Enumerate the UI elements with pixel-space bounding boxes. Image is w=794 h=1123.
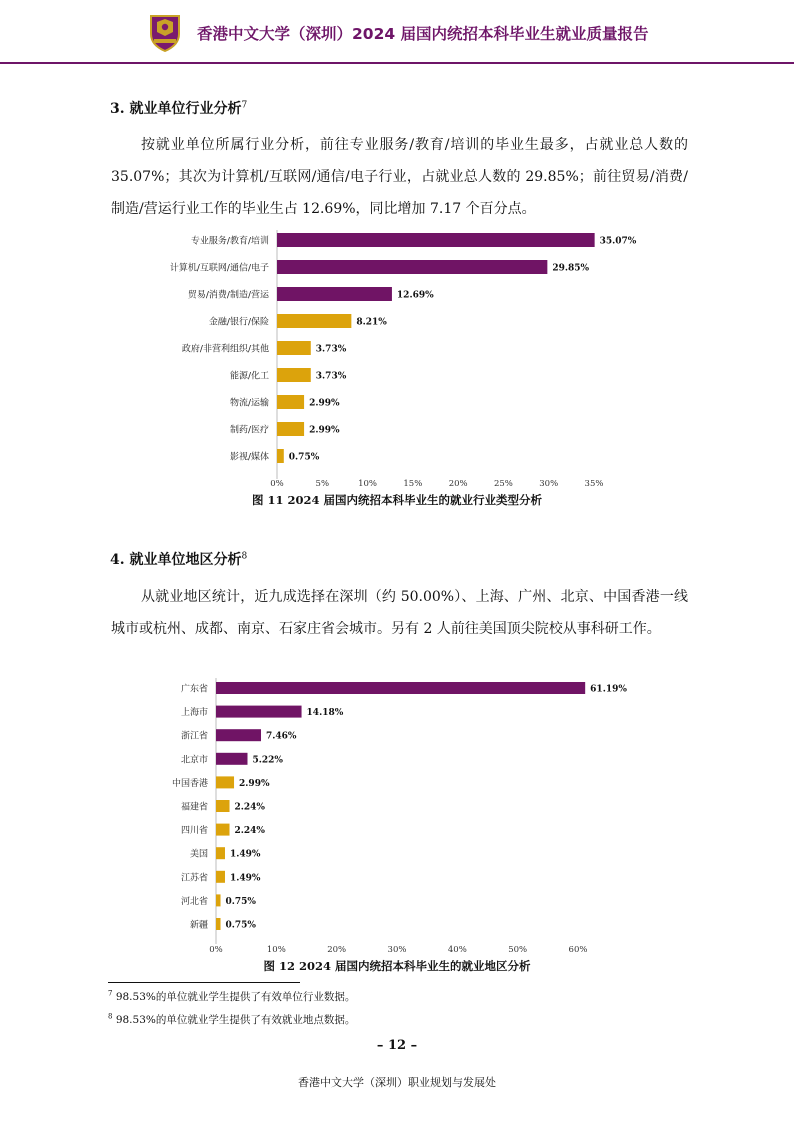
- x-tick-label-3: 10%: [358, 479, 378, 489]
- data-label-7: 2.24%: [234, 826, 265, 837]
- category-label-7: 四川省: [180, 826, 208, 837]
- x-tick-label-8: 35%: [584, 479, 604, 489]
- category-label-1: 专业服务/教育/培训: [190, 236, 269, 247]
- category-label-5: 政府/非营利组织/其他: [181, 344, 269, 355]
- footnote-8-mark: 8: [108, 1012, 113, 1021]
- data-label-1: 35.07%: [599, 236, 637, 247]
- data-label-4: 8.21%: [356, 317, 387, 328]
- category-label-1: 广东省: [180, 684, 208, 695]
- x-tick-label-3: 20%: [327, 945, 347, 955]
- bar-11: [216, 918, 221, 930]
- x-tick-label-5: 40%: [447, 945, 467, 955]
- x-tick-label-7: 30%: [539, 479, 559, 489]
- footnote-7-text: 98.53%的单位就业学生提供了有效单位行业数据。: [115, 991, 356, 1003]
- x-tick-label-1: 0%: [270, 479, 284, 489]
- page-number: – 12 –: [376, 1038, 418, 1053]
- data-label-6: 3.73%: [315, 371, 347, 382]
- category-label-5: 中国香港: [171, 778, 208, 789]
- region-bar-chart: [0, 676, 794, 958]
- section-4-heading-text: 4. 就业单位地区分析: [110, 552, 242, 568]
- region-chart: [0, 676, 794, 958]
- industry-chart: [0, 224, 794, 492]
- bar-4: [216, 753, 247, 765]
- data-label-10: 0.75%: [225, 896, 257, 907]
- bar-5: [277, 341, 311, 355]
- bar-6: [216, 800, 230, 812]
- university-crest-logo: [148, 12, 182, 52]
- bar-3: [216, 729, 261, 741]
- page-header: [0, 0, 794, 64]
- data-label-3: 7.46%: [266, 731, 297, 742]
- category-label-7: 物流/运输: [229, 398, 269, 409]
- category-label-8: 制药/医疗: [229, 425, 269, 436]
- data-label-9: 1.49%: [229, 873, 261, 884]
- section-3-paragraph: 按就业单位所属行业分析，前往专业服务/教育/培训的毕业生最多，占就业总人数的 35.07%；其次为计算机/互联网/通信/电子行业，占就业总人数的 29.85%；前往贸易/消费/制造/营运行业工作的毕业生占 12.69%，同比增加 7.17 个百分点。: [111, 137, 688, 217]
- footnote-ref-8: 8: [241, 551, 248, 562]
- data-label-3: 12.69%: [396, 290, 434, 301]
- data-label-8: 1.49%: [229, 849, 261, 860]
- x-tick-label-1: 0%: [209, 945, 223, 955]
- bar-8: [216, 847, 225, 859]
- data-label-11: 0.75%: [225, 920, 257, 931]
- data-label-6: 2.24%: [234, 802, 265, 813]
- footnote-7-mark: 7: [108, 989, 113, 998]
- section-4-paragraph: 从就业地区统计，近九成选择在深圳（约 50.00%）、上海、广州、北京、中国香港一线城市或杭州、成都、南京、石家庄省会城市。另有 2 人前往美国顶尖院校从事科研工作。: [111, 589, 688, 637]
- footnote-8-text: 98.53%的单位就业学生提供了有效就业地点数据。: [115, 1014, 356, 1026]
- data-label-7: 2.99%: [309, 398, 340, 409]
- data-label-5: 3.73%: [315, 344, 347, 355]
- category-label-11: 新疆: [189, 920, 208, 931]
- category-label-6: 能源/化工: [229, 371, 269, 382]
- category-label-6: 福建省: [180, 802, 208, 813]
- category-label-3: 贸易/消费/制造/营运: [187, 290, 269, 301]
- bar-1: [216, 682, 585, 694]
- bar-4: [277, 314, 351, 328]
- category-label-2: 上海市: [180, 708, 208, 719]
- x-tick-label-7: 60%: [568, 945, 588, 955]
- data-label-4: 5.22%: [252, 755, 283, 766]
- footnote-rule: [108, 982, 300, 983]
- bar-3: [277, 287, 392, 301]
- bar-10: [216, 894, 221, 906]
- bar-1: [277, 233, 595, 247]
- category-label-4: 金融/银行/保险: [208, 317, 269, 328]
- data-label-9: 0.75%: [288, 452, 320, 463]
- category-label-10: 河北省: [180, 896, 208, 907]
- category-label-4: 北京市: [180, 755, 208, 766]
- bar-2: [216, 706, 302, 718]
- x-tick-label-2: 5%: [315, 479, 330, 489]
- category-label-8: 美国: [189, 849, 208, 860]
- bar-9: [216, 871, 225, 883]
- industry-bar-chart: [0, 224, 794, 492]
- data-label-1: 61.19%: [590, 684, 627, 695]
- figure-11-caption: 图 11 2024 届国内统招本科毕业生的就业行业类型分析: [251, 493, 543, 507]
- bar-5: [216, 776, 234, 788]
- x-tick-label-5: 20%: [448, 479, 468, 489]
- bar-9: [277, 449, 284, 463]
- data-label-2: 29.85%: [552, 263, 590, 274]
- data-label-2: 14.18%: [306, 708, 344, 719]
- footer-department: 香港中文大学（深圳）职业规划与发展处: [298, 1076, 496, 1089]
- data-label-8: 2.99%: [309, 425, 340, 436]
- section-4-heading: [110, 549, 247, 569]
- category-label-3: 浙江省: [180, 731, 208, 742]
- x-tick-label-6: 25%: [493, 479, 513, 489]
- header-title: 香港中文大学（深圳）2024 届国内统招本科毕业生就业质量报告: [197, 25, 649, 43]
- footnote-7: [108, 989, 355, 1004]
- x-tick-label-6: 50%: [508, 945, 528, 955]
- category-label-9: 江苏省: [180, 873, 208, 884]
- section-3-heading-text: 3. 就业单位行业分析: [110, 101, 242, 117]
- category-label-2: 计算机/互联网/通信/电子: [169, 263, 269, 274]
- figure-12-caption: 图 12 2024 届国内统招本科毕业生的就业地区分析: [263, 959, 531, 973]
- x-tick-label-4: 15%: [403, 479, 423, 489]
- x-tick-label-2: 10%: [266, 945, 286, 955]
- data-label-5: 2.99%: [239, 778, 270, 789]
- bar-2: [277, 260, 547, 274]
- x-tick-label-4: 30%: [387, 945, 407, 955]
- bar-8: [277, 422, 304, 436]
- bar-7: [216, 824, 230, 836]
- header-rule: [0, 62, 794, 64]
- bar-6: [277, 368, 311, 382]
- footnote-8: [108, 1012, 355, 1027]
- category-label-9: 影视/媒体: [229, 452, 269, 463]
- footnote-ref-7: 7: [241, 100, 248, 111]
- section-3-heading: [110, 98, 247, 118]
- bar-7: [277, 395, 304, 409]
